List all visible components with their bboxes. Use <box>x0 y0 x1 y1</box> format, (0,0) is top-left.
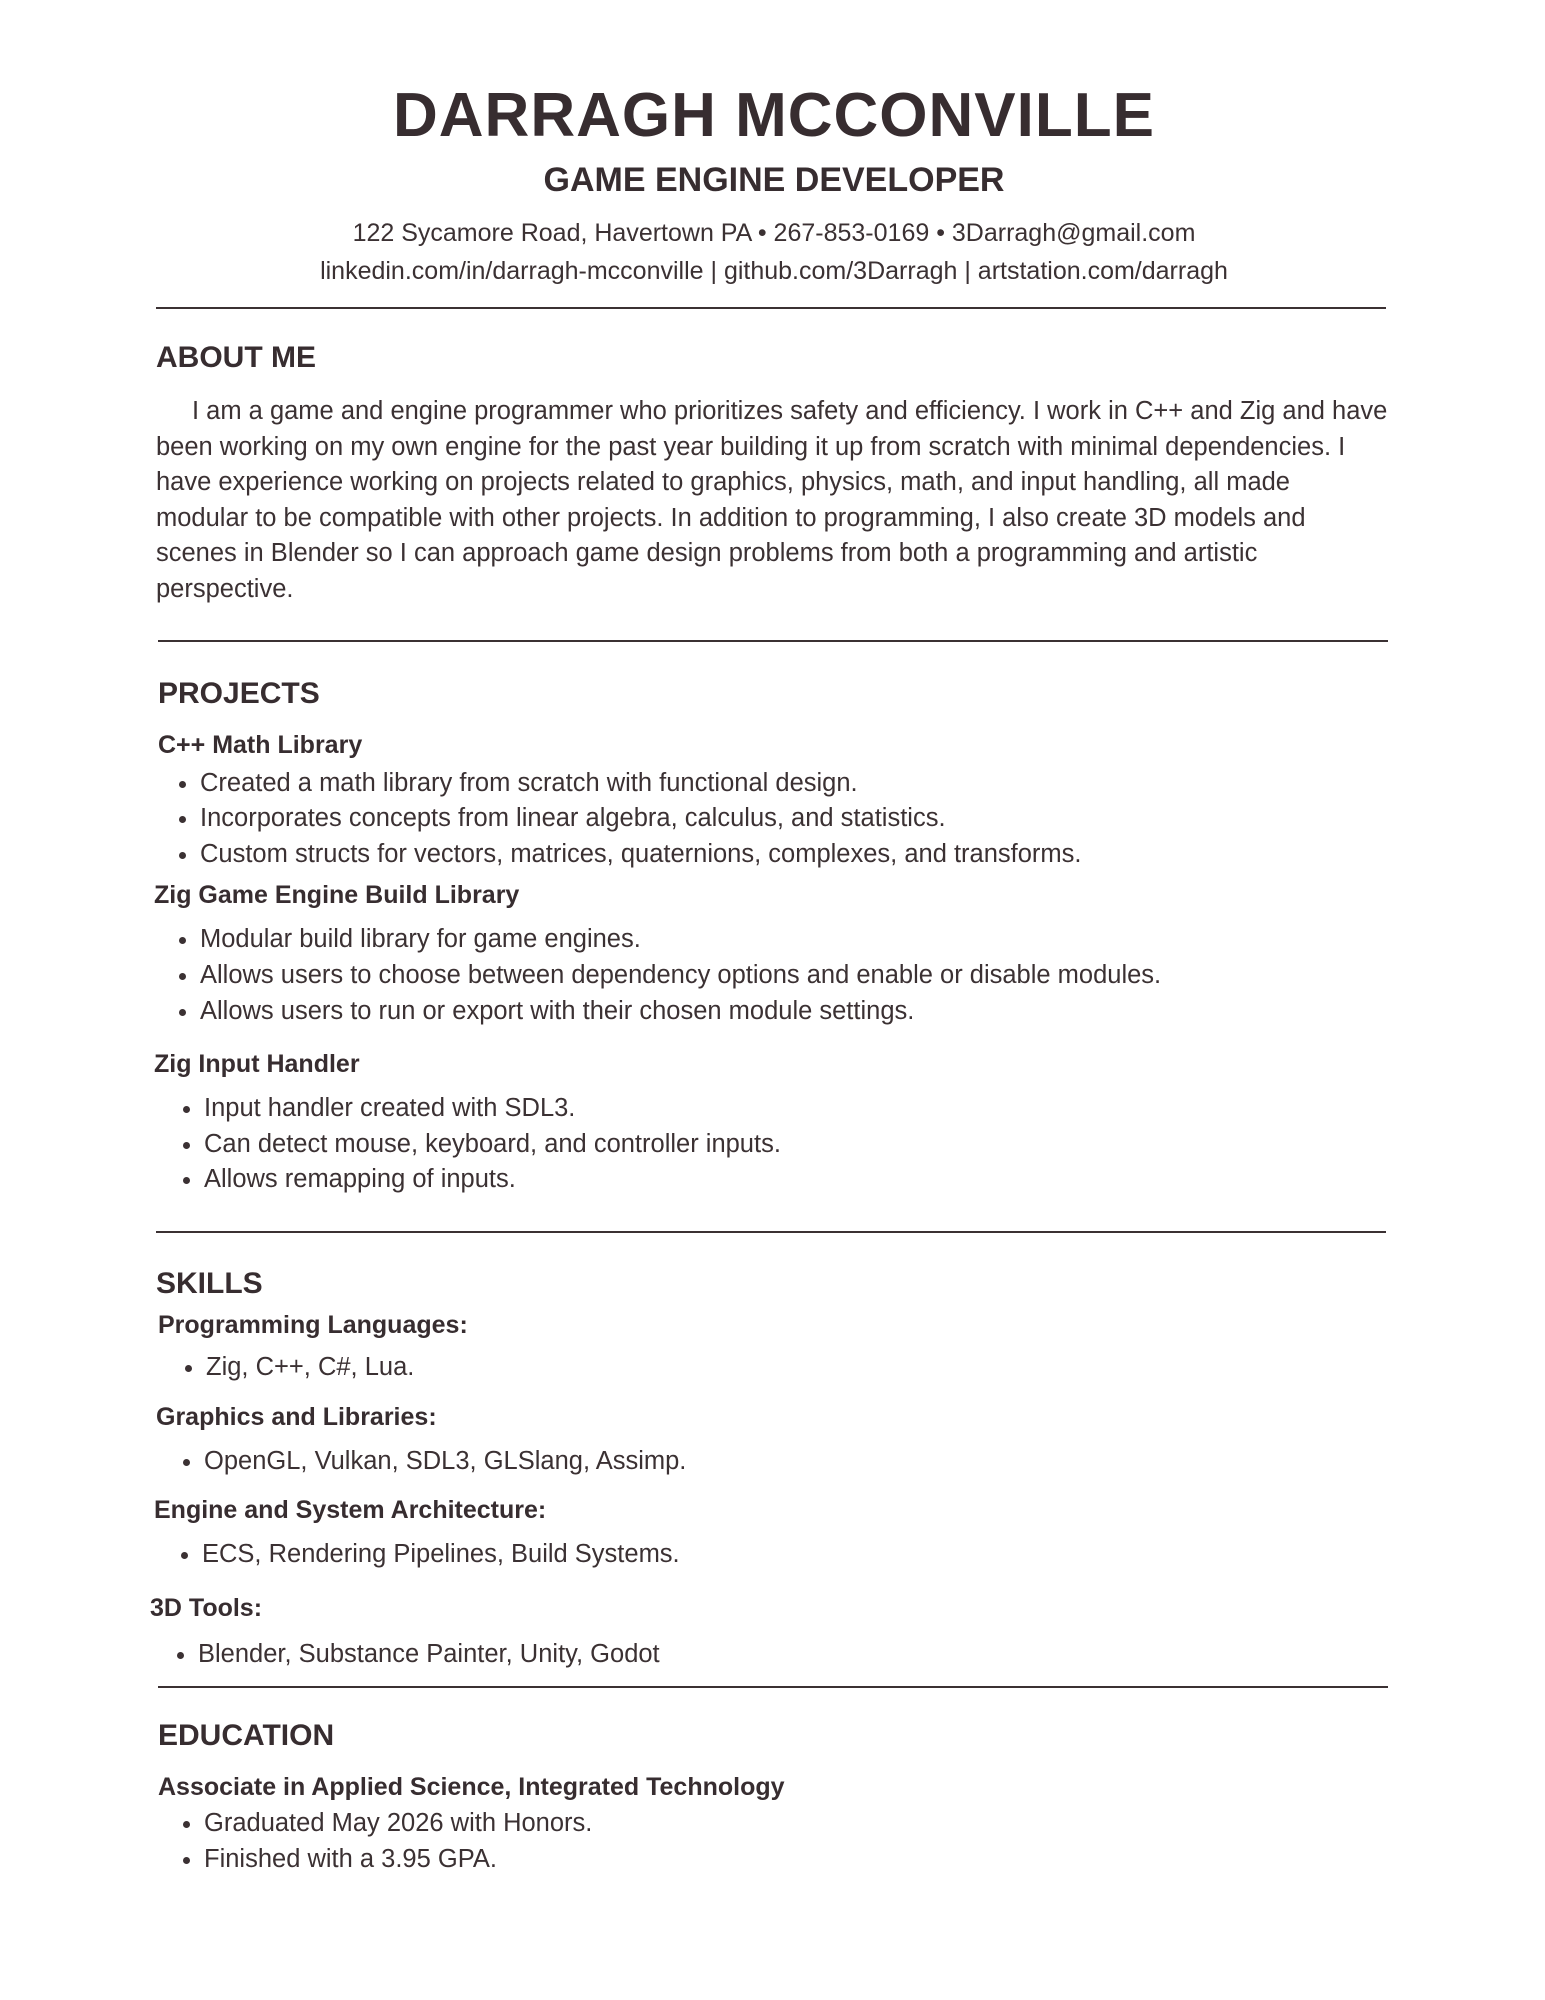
list-item: • Blender, Substance Painter, Unity, Godot <box>198 1637 1392 1673</box>
list-item: • Can detect mouse, keyboard, and controller inputs. <box>204 1127 1392 1163</box>
projects-title: PROJECTS <box>158 676 320 710</box>
project-item <box>158 728 1392 873</box>
list-item: • OpenGL, Vulkan, SDL3, GLSlang, Assimp. <box>204 1444 1392 1480</box>
contact-info <box>156 214 1392 290</box>
skill-group-name: Engine and System Architecture: <box>154 1496 547 1525</box>
skill-group <box>156 1400 1392 1480</box>
list-item: • Input handler created with SDL3. <box>204 1091 1392 1127</box>
skill-bullets <box>158 1350 1392 1386</box>
section-divider <box>156 307 1386 309</box>
project-bullets <box>154 1091 1392 1198</box>
education-title: EDUCATION <box>158 1719 335 1753</box>
project-bullets <box>154 922 1392 1029</box>
section-divider <box>158 640 1388 642</box>
resume-page <box>150 0 1392 1877</box>
contact-address-phone-email: 122 Sycamore Road, Havertown PA • 267-853-0169 • 3Darragh@gmail.com <box>352 219 1196 247</box>
skill-bullets <box>154 1537 1392 1573</box>
list-item: • Modular build library for game engines. <box>200 922 1392 958</box>
list-item: • Finished with a 3.95 GPA. <box>204 1842 1392 1878</box>
project-item <box>154 878 1392 1029</box>
list-item: • Graduated May 2026 with Honors. <box>204 1806 1392 1842</box>
list-item: • Allows remapping of inputs. <box>204 1162 1392 1198</box>
list-item: • Created a math library from scratch with functional design. <box>200 766 1392 802</box>
education-bullets <box>158 1806 1392 1877</box>
project-name: Zig Input Handler <box>154 1050 360 1079</box>
about-section <box>156 340 1392 608</box>
list-item: • Incorporates concepts from linear algebra, calculus, and statistics. <box>200 801 1392 837</box>
skill-group-name: Graphics and Libraries: <box>156 1402 437 1431</box>
about-title: ABOUT ME <box>156 341 316 374</box>
candidate-role: GAME ENGINE DEVELOPER <box>543 161 1005 199</box>
project-name: C++ Math Library <box>158 730 363 759</box>
skill-group <box>154 1493 1392 1573</box>
list-item: • Zig, C++, C#, Lua. <box>206 1350 1392 1386</box>
contact-links: linkedin.com/in/darragh-mcconville | github.com/3Darragh | artstation.com/darragh <box>320 257 1228 285</box>
skill-bullets <box>150 1637 1392 1673</box>
list-item: • Allows users to choose between dependency options and enable or disable modules. <box>200 958 1392 994</box>
list-item: • Allows users to run or export with their chosen module settings. <box>200 994 1392 1030</box>
candidate-name: DARRAGH MCCONVILLE <box>393 81 1155 150</box>
project-item <box>154 1047 1392 1198</box>
skill-group-name: 3D Tools: <box>150 1593 263 1622</box>
education-degree: Associate in Applied Science, Integrated Technology <box>158 1773 785 1802</box>
skill-group <box>158 1308 1392 1386</box>
skills-section <box>150 1266 1392 1672</box>
section-divider <box>156 1231 1386 1233</box>
list-item: • Custom structs for vectors, matrices, quaternions, complexes, and transforms. <box>200 837 1392 873</box>
project-name: Zig Game Engine Build Library <box>154 881 520 910</box>
projects-section <box>154 676 1392 1198</box>
section-divider <box>158 1686 1388 1688</box>
resume-header <box>156 0 1392 290</box>
skills-title: SKILLS <box>156 1266 263 1300</box>
project-bullets <box>158 766 1392 873</box>
about-text: I am a game and engine programmer who prioritizes safety and efficiency. I work in C++ and Zig and have been working on my own engine for the past year building it up from scratch with minimal dependencies. I have experience working on projects related to graphics, physics, math, and input handling, all made modular to be compatible with other projects. In addition to programming, I also create 3D models and scenes in Blender so I can approach game design problems from both a programming and artistic perspective. <box>156 397 1388 603</box>
skill-group-name: Programming Languages: <box>158 1310 468 1339</box>
education-section <box>158 1718 1392 1877</box>
skill-bullets <box>156 1444 1392 1480</box>
list-item: • ECS, Rendering Pipelines, Build Systems. <box>202 1537 1392 1573</box>
skill-group <box>150 1591 1392 1673</box>
